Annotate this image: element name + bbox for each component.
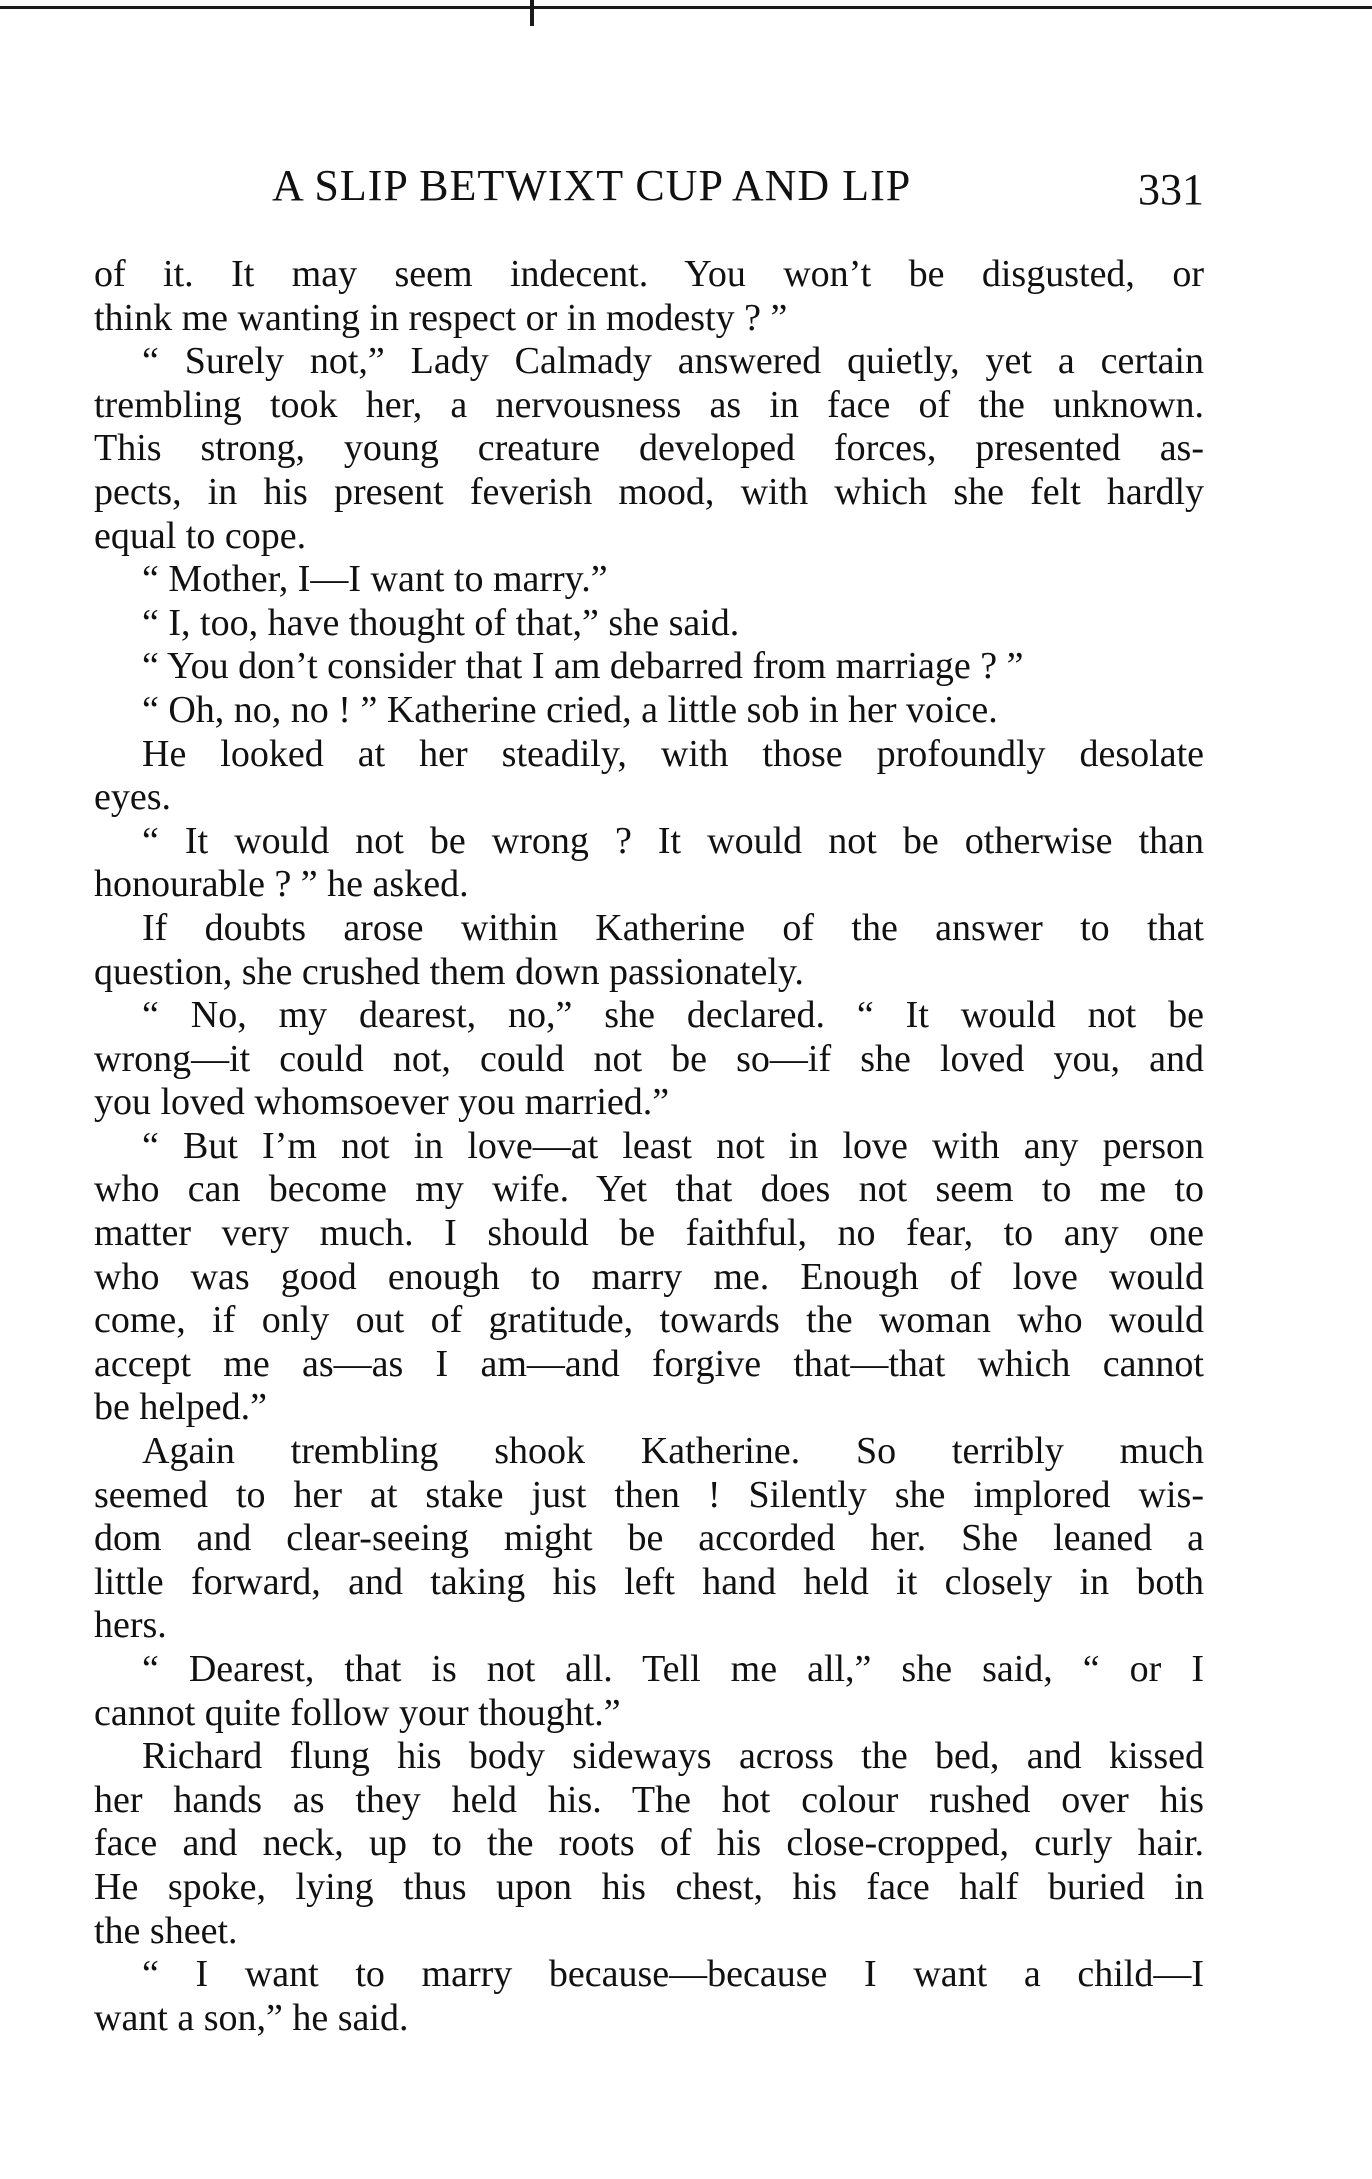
text-line: Again trembling shook Katherine. So terribly much — [142, 1430, 1204, 1473]
text-line: “ No, my dearest, no,” she declared. “ It would not be — [142, 994, 1204, 1037]
text-line: who was good enough to marry me. Enough of love would — [94, 1255, 1204, 1298]
text-line: This strong, young creature developed forces, presented as- — [94, 427, 1204, 470]
text-line: “ Surely not,” Lady Calmady answered quietly, yet a certain — [142, 340, 1204, 383]
text-line: honourable ? ” he asked. — [94, 863, 469, 906]
top-rule — [0, 0, 1372, 9]
text-line: you loved whomsoever you married.” — [94, 1081, 670, 1124]
text-line: of it. It may seem indecent. You won’t be disgusted, or — [94, 253, 1204, 295]
top-print-mark — [530, 0, 534, 26]
text-line: “ I, too, have thought of that,” she said. — [142, 601, 740, 644]
text-line: be helped.” — [94, 1386, 268, 1429]
text-line: think me wanting in respect or in modesty ? ” — [94, 296, 788, 339]
text-line: seemed to her at stake just then ! Silently she implored wis- — [94, 1473, 1204, 1516]
text-line: “ But I’m not in love—at least not in love with any person — [142, 1124, 1204, 1167]
text-line: dom and clear-seeing might be accorded her. She leaned a — [94, 1517, 1204, 1560]
text-line: He looked at her steadily, with those profoundly desolate — [142, 732, 1204, 775]
text-line: “ You don’t consider that I am debarred from marriage ? ” — [142, 645, 1024, 688]
text-line: little forward, and taking his left hand held it closely in both — [94, 1560, 1204, 1603]
text-line: come, if only out of gratitude, towards the woman who would — [94, 1299, 1204, 1342]
text-line: He spoke, lying thus upon his chest, his face half buried in — [94, 1865, 1204, 1908]
text-line: “ I want to marry because—because I want a child—I — [142, 1953, 1204, 1996]
text-line: face and neck, up to the roots of his close-cropped, curly hair. — [94, 1822, 1204, 1865]
text-line: her hands as they held his. The hot colour rushed over his — [94, 1778, 1204, 1821]
text-line: “ It would not be wrong ? It would not be otherwise than — [142, 819, 1204, 862]
text-line: pects, in his present feverish mood, with which she felt hardly — [94, 470, 1204, 513]
text-line: who can become my wife. Yet that does not seem to me to — [94, 1168, 1204, 1211]
text-line: If doubts arose within Katherine of the answer to that — [142, 906, 1204, 949]
text-line: accept me as—as I am—and forgive that—that which cannot — [94, 1342, 1204, 1385]
text-line: wrong—it could not, could not be so—if she loved you, and — [94, 1037, 1204, 1080]
text-line: hers. — [94, 1604, 167, 1647]
text-line: matter very much. I should be faithful, no fear, to any one — [94, 1212, 1204, 1255]
text-line: “ Mother, I—I want to marry.” — [142, 558, 608, 601]
text-line: want a son,” he said. — [94, 1996, 409, 2039]
body-text — [94, 253, 1204, 2040]
text-line: “ Oh, no, no ! ” Katherine cried, a little sob in her voice. — [142, 688, 998, 731]
text-line: “ Dearest, that is not all. Tell me all,” she said, “ or I — [142, 1648, 1204, 1690]
page-header — [94, 160, 1204, 220]
text-line: cannot quite follow your thought.” — [94, 1691, 621, 1734]
running-title: A SLIP BETWIXT CUP AND LIP — [272, 161, 912, 210]
text-line: equal to cope. — [94, 514, 307, 557]
text-line: question, she crushed them down passionately. — [94, 950, 804, 993]
page-number: 331 — [1138, 165, 1204, 214]
text-line: trembling took her, a nervousness as in face of the unknown. — [94, 383, 1204, 426]
text-line: Richard flung his body sideways across the bed, and kissed — [142, 1735, 1204, 1778]
text-line: eyes. — [94, 776, 172, 819]
text-line: the sheet. — [94, 1909, 238, 1952]
